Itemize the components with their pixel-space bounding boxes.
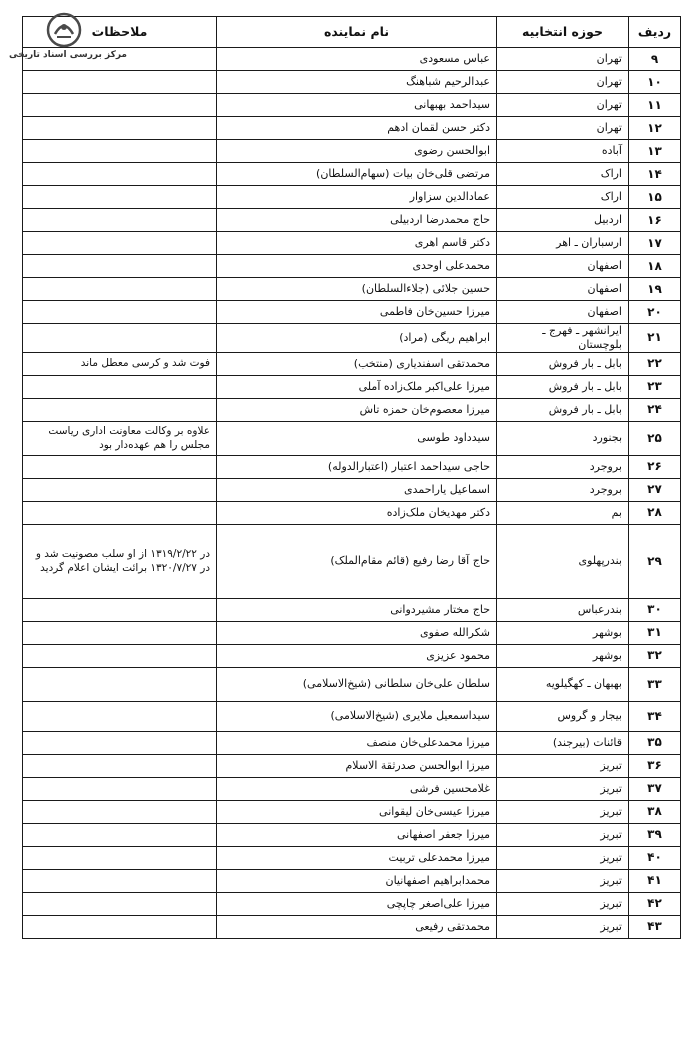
row-constituency: اصفهان [497,278,629,301]
row-constituency: ایرانشهر ـ فهرج ـ بلوچستان [497,324,629,353]
row-representative-name: محمدابراهیم اصفهانیان [217,869,497,892]
row-representative-name: سیداحمد بهبهانی [217,94,497,117]
row-constituency: آباده [497,140,629,163]
row-number: ۲۸ [629,501,681,524]
row-note [23,823,217,846]
row-number: ۲۴ [629,398,681,421]
row-number: ۲۶ [629,455,681,478]
row-number: ۳۴ [629,701,681,731]
table-row [23,823,681,846]
row-number: ۴۲ [629,892,681,915]
row-note: فوت شد و کرسی معطل ماند [23,352,217,375]
row-representative-name: دکتر حسن لقمان ادهم [217,117,497,140]
row-representative-name: محمدتقی اسفندیاری (منتخب) [217,352,497,375]
row-note [23,915,217,938]
table-row [23,140,681,163]
table-row [23,421,681,455]
row-constituency: بروجرد [497,478,629,501]
table-row [23,892,681,915]
row-number: ۳۱ [629,621,681,644]
row-representative-name: محمدعلی اوحدی [217,255,497,278]
row-number: ۱۹ [629,278,681,301]
row-number: ۴۱ [629,869,681,892]
table-row [23,163,681,186]
row-note [23,94,217,117]
table-row [23,731,681,754]
row-representative-name: میرزا علی‌اصغر چاپچی [217,892,497,915]
row-representative-name: سلطان علی‌خان سلطانی (شیخ‌الاسلامی) [217,667,497,701]
row-constituency: بجنورد [497,421,629,455]
row-representative-name: عبدالرحیم شباهنگ [217,71,497,94]
row-number: ۳۸ [629,800,681,823]
row-number: ۳۷ [629,777,681,800]
row-representative-name: میرزا حسین‌خان فاطمی [217,301,497,324]
row-representative-name: مرتضی قلی‌خان بیات (سهام‌السلطان) [217,163,497,186]
row-number: ۲۳ [629,375,681,398]
row-constituency: تبریز [497,754,629,777]
table-row [23,117,681,140]
table-row [23,524,681,598]
archive-seal-icon [46,12,82,48]
row-note [23,869,217,892]
row-number: ۳۲ [629,644,681,667]
row-number: ۱۵ [629,186,681,209]
row-representative-name: حاج آقا رضا رفیع (قائم مقام‌الملک) [217,524,497,598]
row-number: ۴۳ [629,915,681,938]
row-note [23,209,217,232]
table-row [23,375,681,398]
row-constituency: تهران [497,48,629,71]
row-constituency: تهران [497,117,629,140]
row-number: ۳۹ [629,823,681,846]
row-number: ۳۰ [629,598,681,621]
row-number: ۱۳ [629,140,681,163]
row-number: ۲۵ [629,421,681,455]
row-representative-name: سیداسمعیل ملایری (شیخ‌الاسلامی) [217,701,497,731]
table-row [23,455,681,478]
row-constituency: اراک [497,186,629,209]
row-note [23,621,217,644]
row-note [23,301,217,324]
row-constituency: تبریز [497,800,629,823]
row-constituency: بهبهان ـ کهگیلویه [497,667,629,701]
header-hoze: حوزه انتخابیه [497,17,629,48]
row-representative-name: محمدتقی رفیعی [217,915,497,938]
row-constituency: تبریز [497,892,629,915]
row-representative-name: اسماعیل یاراحمدی [217,478,497,501]
row-number: ۱۱ [629,94,681,117]
row-constituency: بندرپهلوی [497,524,629,598]
row-constituency: بیجار و گروس [497,701,629,731]
row-representative-name: میرزا محمدعلی‌خان منصف [217,731,497,754]
table-body [23,48,681,939]
table-row [23,777,681,800]
table-row [23,324,681,353]
row-constituency: تبریز [497,915,629,938]
row-number: ۲۱ [629,324,681,353]
row-note [23,117,217,140]
table-row [23,301,681,324]
table-row [23,186,681,209]
row-representative-name: عمادالدین سزاوار [217,186,497,209]
table-row [23,209,681,232]
row-number: ۲۰ [629,301,681,324]
row-constituency: تبریز [497,846,629,869]
row-constituency: تهران [497,71,629,94]
row-constituency: تبریز [497,777,629,800]
row-number: ۱۶ [629,209,681,232]
row-representative-name: میرزا معصوم‌خان حمزه تاش [217,398,497,421]
row-constituency: ارسباران ـ اهر [497,232,629,255]
row-note [23,455,217,478]
header-radif: ردیف [629,17,681,48]
row-note [23,71,217,94]
row-constituency: اصفهان [497,255,629,278]
row-note [23,598,217,621]
row-note [23,644,217,667]
table-row [23,800,681,823]
row-constituency: اراک [497,163,629,186]
row-constituency: بابل ـ بار فروش [497,375,629,398]
row-representative-name: شکرالله صفوی [217,621,497,644]
row-representative-name: میرزا عیسی‌خان لیقوانی [217,800,497,823]
row-number: ۱۰ [629,71,681,94]
row-note [23,846,217,869]
row-representative-name: حسین جلائی (جلاءالسلطان) [217,278,497,301]
row-note [23,232,217,255]
row-representative-name: میرزا علی‌اکبر ملک‌زاده آملی [217,375,497,398]
row-note [23,800,217,823]
row-note [23,892,217,915]
row-representative-name: حاج محمدرضا اردبیلی [217,209,497,232]
row-constituency: بابل ـ بار فروش [497,398,629,421]
table-row [23,232,681,255]
row-representative-name: حاجی سیداحمد اعتبار (اعتبارالدوله) [217,455,497,478]
row-note [23,701,217,731]
table-row [23,278,681,301]
row-number: ۳۶ [629,754,681,777]
row-representative-name: عباس مسعودی [217,48,497,71]
row-representative-name: غلامحسین فرشی [217,777,497,800]
row-representative-name: محمود عزیزی [217,644,497,667]
representatives-table [22,16,681,939]
table-row [23,667,681,701]
row-number: ۲۲ [629,352,681,375]
row-number: ۱۴ [629,163,681,186]
header-notes: ملاحظات [23,17,217,48]
row-number: ۳۵ [629,731,681,754]
row-note: در ۱۳۱۹/۲/۲۲ از او سلب مصونیت شد و در ۱۳۲۰/۷/۲۷ برائت ایشان اعلام گردید [23,524,217,598]
row-constituency: تهران [497,94,629,117]
row-constituency: اصفهان [497,301,629,324]
row-note [23,398,217,421]
row-number: ۲۷ [629,478,681,501]
row-constituency: تبریز [497,823,629,846]
table-row [23,915,681,938]
row-constituency: بوشهر [497,621,629,644]
row-constituency: بندرعباس [497,598,629,621]
archive-logo [8,12,128,68]
table-row [23,398,681,421]
row-note [23,375,217,398]
row-note [23,777,217,800]
table-row [23,846,681,869]
row-representative-name: دکتر قاسم اهری [217,232,497,255]
row-note [23,278,217,301]
header-name: نام نماینده [217,17,497,48]
row-number: ۲۹ [629,524,681,598]
row-representative-name: میرزا ابوالحسن صدرثقة الاسلام [217,754,497,777]
row-representative-name: میرزا جعفر اصفهانی [217,823,497,846]
row-note [23,501,217,524]
table-row [23,644,681,667]
row-number: ۱۸ [629,255,681,278]
row-constituency: تبریز [497,869,629,892]
row-number: ۴۰ [629,846,681,869]
row-representative-name: سیدداود طوسی [217,421,497,455]
row-number: ۱۲ [629,117,681,140]
row-constituency: بابل ـ بار فروش [497,352,629,375]
row-note [23,667,217,701]
row-note [23,324,217,353]
row-note [23,754,217,777]
row-representative-name: ابوالحسن رضوی [217,140,497,163]
row-note [23,140,217,163]
row-representative-name: دکتر مهدیخان ملک‌زاده [217,501,497,524]
row-constituency: بروجرد [497,455,629,478]
row-note [23,163,217,186]
row-note [23,731,217,754]
table-row [23,701,681,731]
row-representative-name: حاج مختار مشیردوانی [217,598,497,621]
table-row [23,754,681,777]
table-row [23,501,681,524]
table-row [23,869,681,892]
row-representative-name: میرزا محمدعلی تربیت [217,846,497,869]
table-row [23,478,681,501]
row-number: ۹ [629,48,681,71]
row-constituency: بوشهر [497,644,629,667]
table-row [23,621,681,644]
row-note [23,186,217,209]
table-row [23,598,681,621]
table-row [23,94,681,117]
row-constituency: قائنات (بیرجند) [497,731,629,754]
row-note [23,478,217,501]
row-note [23,255,217,278]
table-row [23,255,681,278]
row-note: علاوه بر وکالت معاونت اداری ریاست مجلس را هم عهده‌دار بود [23,421,217,455]
row-constituency: بم [497,501,629,524]
row-constituency: اردبیل [497,209,629,232]
row-representative-name: ابراهیم ریگی (مراد) [217,324,497,353]
document-page [22,16,680,939]
row-number: ۳۳ [629,667,681,701]
row-number: ۱۷ [629,232,681,255]
table-row [23,352,681,375]
table-row [23,71,681,94]
logo-text: مرکز بررسی اسناد تاریخی [8,50,128,60]
